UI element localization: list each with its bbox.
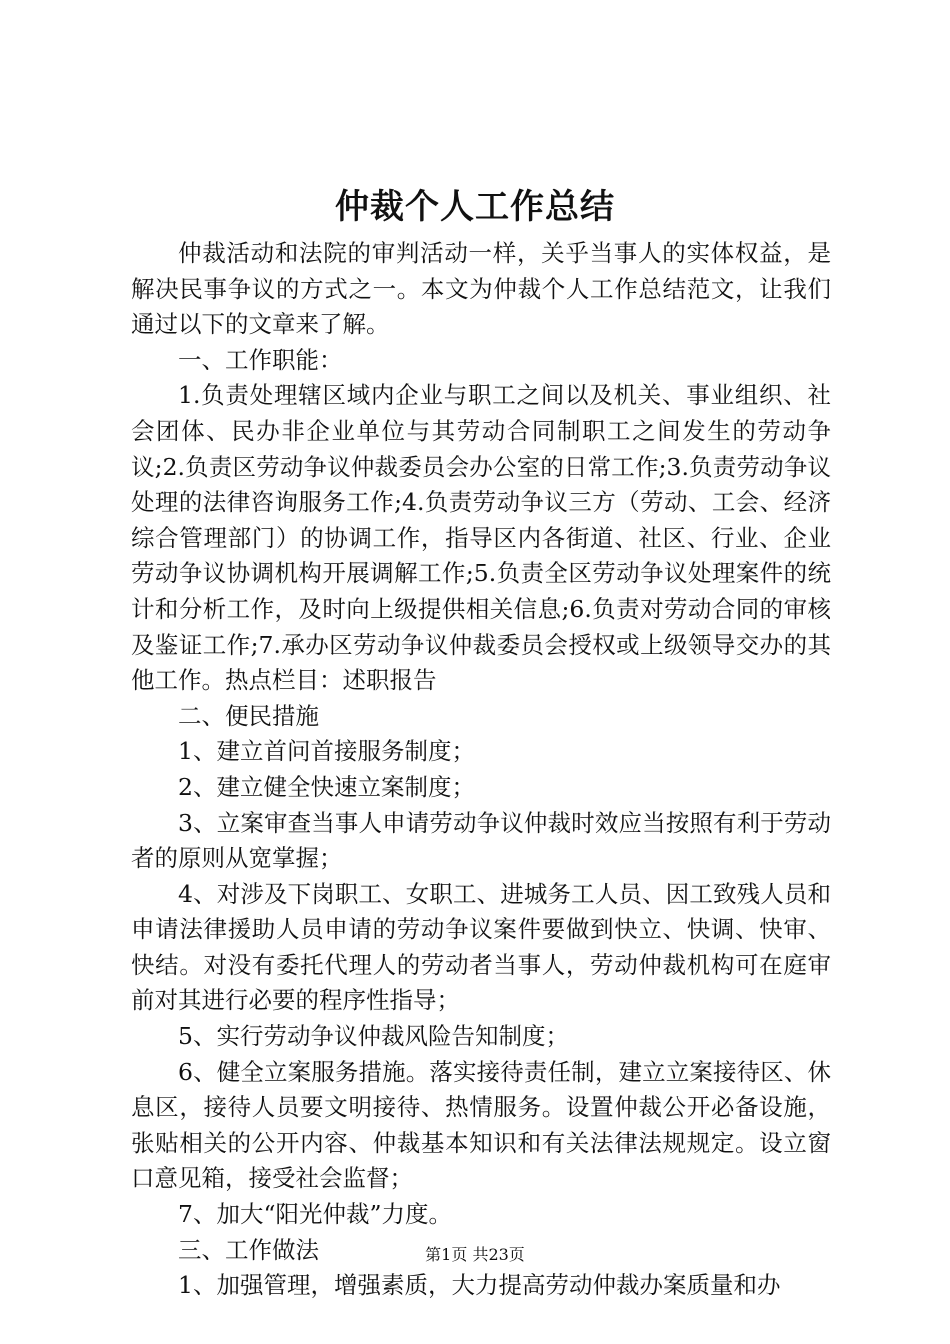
measure-item-3: 3、立案审查当事人申请劳动争议仲裁时效应当按照有利于劳动者的原则从宽掌握；	[131, 808, 831, 873]
practice-item-1: 1、加强管理，增强素质，大力提高劳动仲裁办案质量和办	[178, 1271, 781, 1300]
measure-item-7: 7、加大“阳光仲裁”力度。	[178, 1200, 452, 1229]
section-heading-duties: 一、工作职能：	[178, 345, 343, 374]
document-title: 仲裁个人工作总结	[335, 187, 615, 227]
measure-item-1: 1、建立首问首接服务制度；	[178, 737, 475, 766]
intro-paragraph: 仲裁活动和法院的审判活动一样，关乎当事人的实体权益，是解决民事争议的方式之一。本文为仲裁个人工作总结范文，让我们通过以下的文章来了解。	[131, 239, 831, 339]
measure-item-6: 6、健全立案服务措施。落实接待责任制，建立立案接待区、休息区，接待人员要文明接待、热情服务。设置仲裁公开必备设施，张贴相关的公开内容、仲裁基本知识和有关法律法规规定。设立窗口意见箱，接受社会监督；	[131, 1057, 831, 1193]
measure-item-2: 2、建立健全快速立案制度；	[178, 772, 475, 801]
measure-item-5: 5、实行劳动争议仲裁风险告知制度；	[178, 1022, 569, 1051]
duties-paragraph: 1.负责处理辖区域内企业与职工之间以及机关、事业组织、社会团体、民办非企业单位与其劳动合同制职工之间发生的劳动争议;2.负责区劳动争议仲裁委员会办公室的日常工作;3.负责劳动争议处理的法律咨询服务工作;4.负责劳动争议三方（劳动、工会、经济综合管理部门）的协调工作，指导区内各街道、社区、行业、企业劳动争议协调机构开展调解工作;5.负责全区劳动争议处理案件的统计和分析工作，及时向上级提供相关信息;6.负责对劳动合同的审核及鉴证工作;7.承办区劳动争议仲裁委员会授权或上级领导交办的其他工作。热点栏目：述职报告	[131, 381, 831, 695]
page-number-footer: 第1页 共23页	[425, 1245, 525, 1264]
section-heading-practices: 三、工作做法	[178, 1235, 319, 1264]
section-heading-measures: 二、便民措施	[178, 701, 319, 730]
document-body	[131, 236, 831, 1304]
measure-item-4: 4、对涉及下岗职工、女职工、进城务工人员、因工致残人员和申请法律援助人员申请的劳动争议案件要做到快立、快调、快审、快结。对没有委托代理人的劳动者当事人，劳动仲裁机构可在庭审前对其进行必要的程序性指导；	[131, 879, 831, 1015]
